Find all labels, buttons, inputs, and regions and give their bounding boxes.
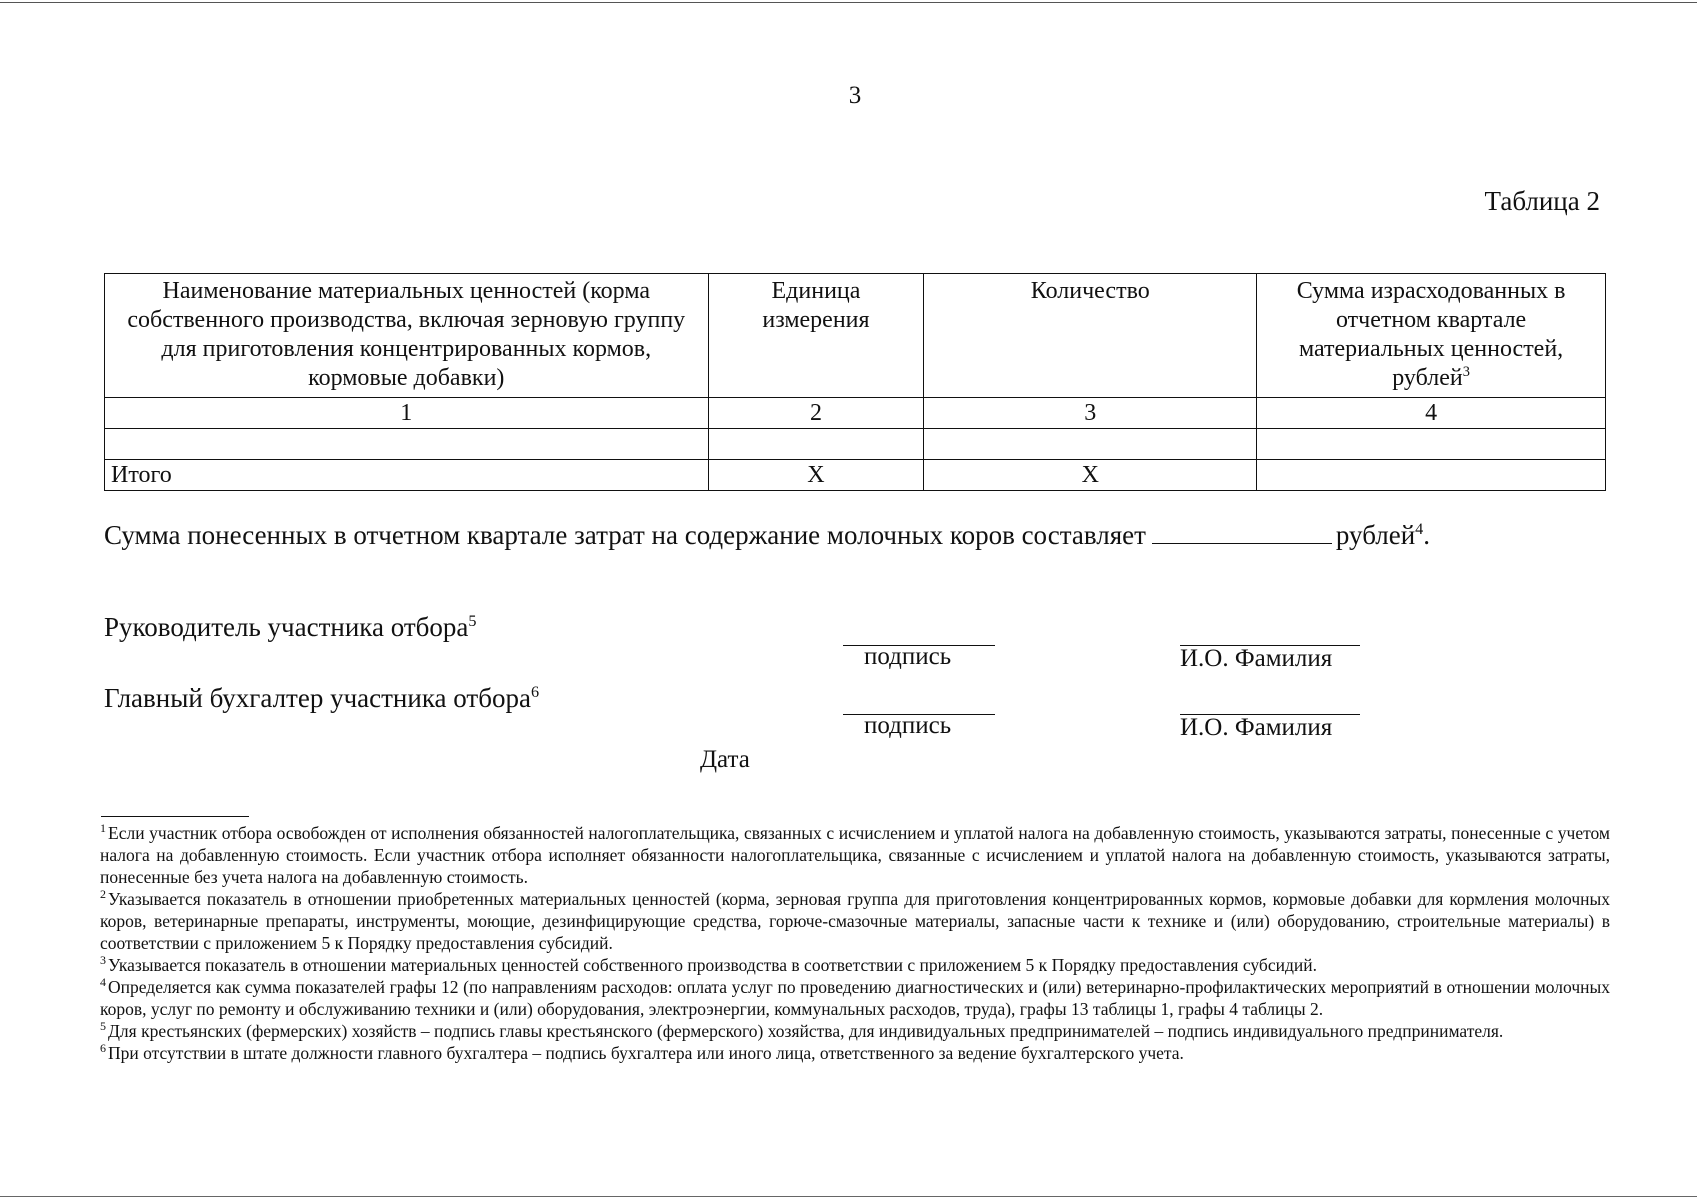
footnote: $^5$ Для крестьянских (фермерских) хозяйств – подпись главы крестьянского (фермерского) хозяйства, для индивидуальных предпринимателей – подпись индивидуального предпринимателя. [100,1019,1504,1041]
footnote-mark: 1 [100,821,106,836]
page-number: 3 [848,82,862,109]
footnote: $^1$ Если участник отбора освобожден от исполнения обязанностей налогоплательщика, связанных с исчислением и уплатой налога на добавленную стоимость, указываются затраты, понесенные с учетом налога на добавленную стоимость. Если участник отбора исполняет обязанности налогоплательщика, связанные с исчислением и уплатой налога на добавленную стоимость, указываются затраты, понесенные без учета налога на добавленную стоимость. [100,821,1610,887]
footnote-ref-6: 6 [530,683,540,701]
header-sum: Сумма израсходованных в отчетном квартале материальных ценностей, рублей$^3$ [1257,274,1606,398]
table-cell [924,429,1257,460]
column-number: 3 [924,398,1257,429]
footnote-mark: 5 [100,1019,106,1034]
sum-text: Сумма понесенных в отчетном квартале затрат на содержание молочных коров составляет [104,520,1146,550]
accountant-signature-caption: подпись [864,712,952,739]
accountant-label: Главный бухгалтер участника отбора$^6$ [104,683,540,713]
footnote-mark: 6 [100,1041,106,1056]
costs-sum-statement [104,520,1604,551]
header-materials: Наименование материальных ценностей (корма собственного производства, включая зерновую группу для приготовления концентрированных кормов, кормовые добавки) [105,274,709,398]
footnote-ref-4: 4 [1415,520,1424,538]
total-label: Итого [105,460,709,491]
column-number: 2 [708,398,924,429]
table-caption: Таблица 2 [1484,186,1600,216]
table-cell [708,429,924,460]
footnotes [100,822,1610,1064]
accountant-name-caption: И.О. Фамилия [1180,714,1333,741]
footnote: $^4$ Определяется как сумма показателей графы 12 (по направлениям расходов: оплата услуг по проведению диагностических и (или) ветеринарно-профилактических мероприятий в отношении молочных коров, услуг по ремонту и обслуживанию техники и (или) оборудования, электроэнергии, коммунальных расходов, труда), графы 13 таблицы 1, графы 4 таблицы 2. [100,975,1610,1019]
empty-data-row [105,429,1606,460]
footnote: $^2$ Указывается показатель в отношении приобретенных материальных ценностей (корма, зерновая группа для приготовления концентрированных кормов, кормовые добавки для кормления молочных коров, ветеринарные препараты, инструменты, моющие, дезинфицирующие средства, горюче-смазочные материалы, запасные части к технике и (или) оборудованию, строительные материалы) в соответствии с приложением 5 к Порядку предоставления субсидий. [100,887,1610,953]
footnote: $^3$ Указывается показатель в отношении материальных ценностей собственного производства в соответствии с приложением 5 к Порядку предоставления субсидий. [100,953,1317,975]
sum-unit: рублей [1335,520,1416,550]
sum-end: . [1423,520,1431,550]
footnote-mark: 2 [100,887,106,902]
header-quantity: Количество [924,274,1257,398]
head-label: Руководитель участника отбора$^5$ [104,612,477,642]
materials-table [104,273,1606,491]
top-border [0,2,1697,3]
footnote-mark: 4 [100,975,106,990]
footnote-separator [101,816,249,817]
header-unit: Единица измерения [708,274,924,398]
footnote-ref-5: 5 [468,612,477,630]
table-header-row [105,274,1606,398]
total-sum-cell [1257,460,1606,491]
bottom-border [0,1196,1697,1197]
footnote-mark: 3 [100,953,106,968]
head-signature-caption: подпись [864,643,952,670]
total-quantity-cell: X [924,460,1257,491]
column-number: 4 [1257,398,1606,429]
total-row [105,460,1606,491]
table-cell [1257,429,1606,460]
head-name-caption: И.О. Фамилия [1180,645,1333,672]
date-label: Дата [700,746,750,773]
sum-blank-field [1152,542,1332,544]
table-cell [105,429,709,460]
total-unit-cell: X [708,460,924,491]
footnote-ref-3: 3 [1462,364,1470,380]
footnote: $^6$ При отсутствии в штате должности главного бухгалтера – подпись бухгалтера или иного лица, ответственного за ведение бухгалтерского учета. [100,1041,1184,1063]
column-number: 1 [105,398,709,429]
column-number-row [105,398,1606,429]
